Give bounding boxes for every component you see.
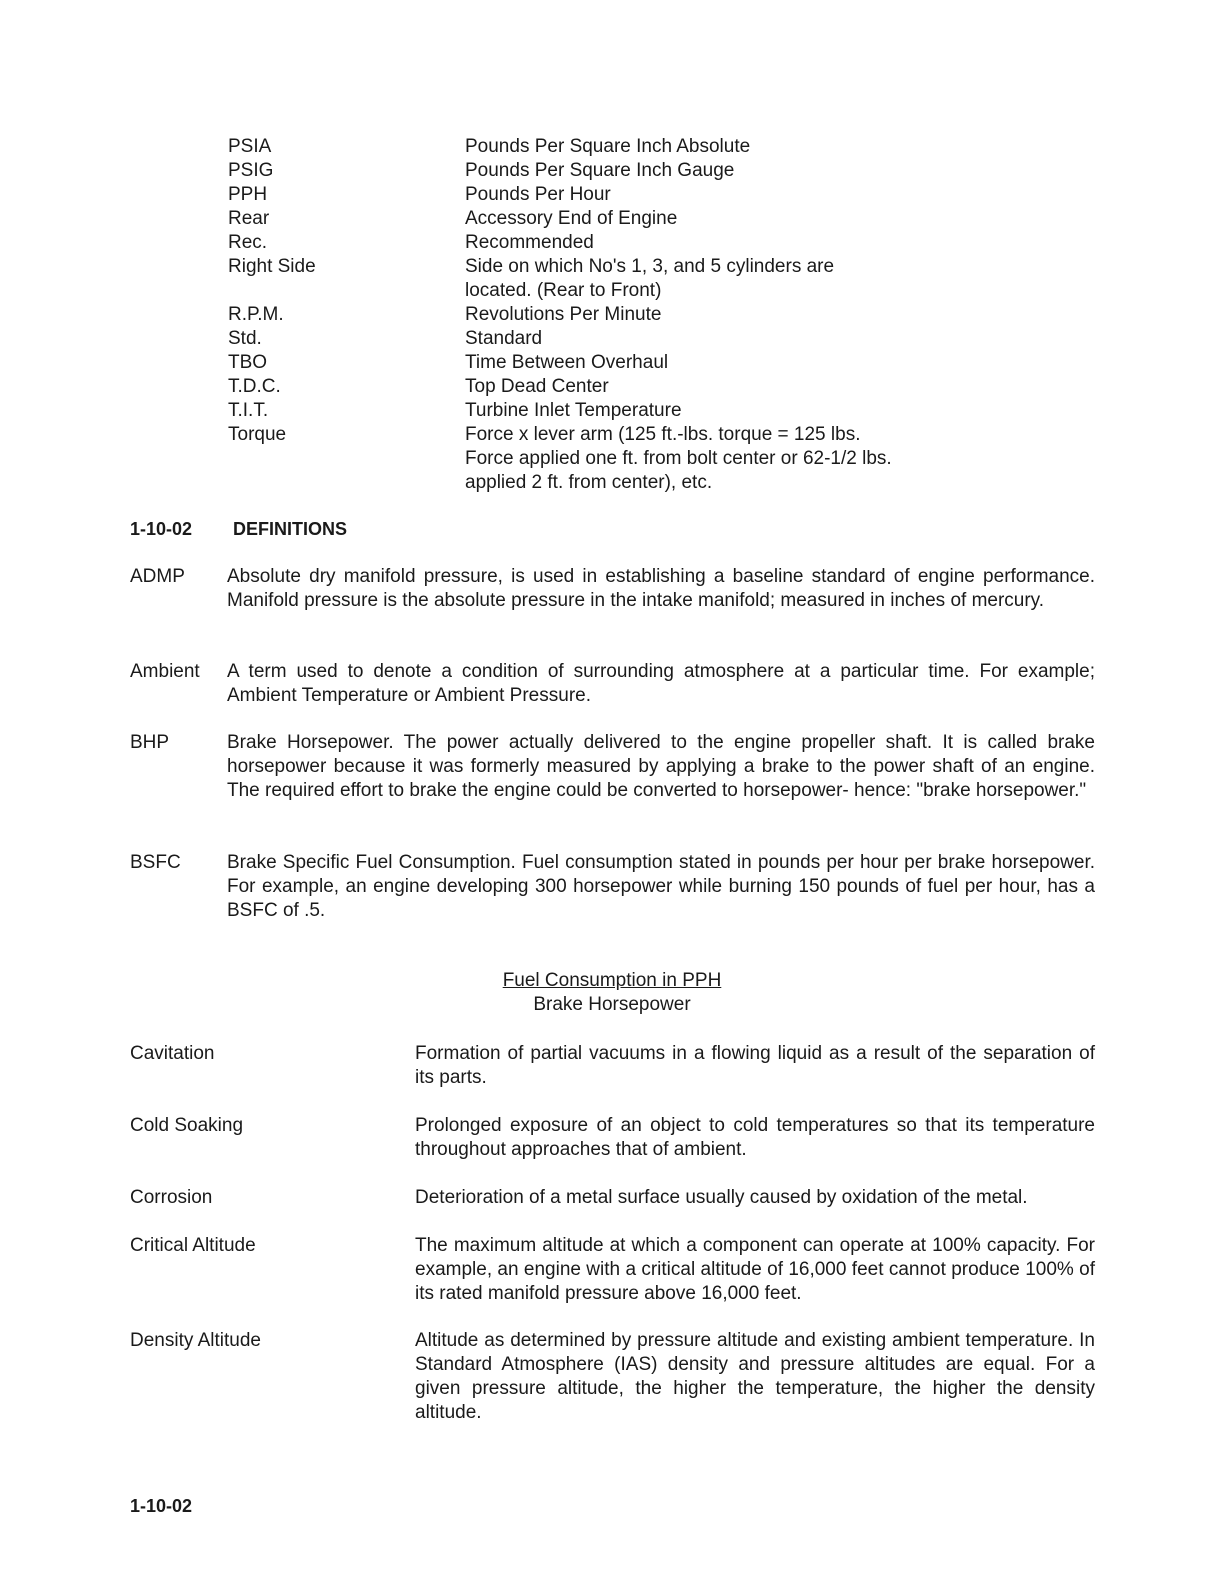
definition-term: Critical Altitude: [130, 1235, 256, 1256]
abbr-definition: Pounds Per Square Inch Absolute: [465, 136, 751, 157]
definition-text: The maximum altitude at which a component can operate at 100% capacity. For example, an engine with a critical altitude of 16,000 feet cannot produce 100% of its rated manifold pressure above 16,000 feet.: [415, 1235, 1095, 1304]
abbr-row: [228, 423, 1128, 495]
abbr-row: [228, 207, 1128, 231]
abbr-term: Std.: [228, 328, 262, 349]
definition-entry: [130, 1234, 1095, 1306]
abbr-definition-line: Force x lever arm (125 ft.-lbs. torque = 125 lbs.: [465, 424, 861, 445]
definition-term: Ambient: [130, 661, 200, 682]
definition-text: Prolonged exposure of an object to cold temperatures so that its temperature throughout approaches that of ambient.: [415, 1115, 1095, 1160]
abbr-row: [228, 399, 1128, 423]
definition-term: Cavitation: [130, 1043, 215, 1064]
abbr-definition-line: Side on which No's 1, 3, and 5 cylinders are: [465, 256, 835, 277]
abbr-definition: Time Between Overhaul: [465, 352, 669, 373]
formula-denominator: Brake Horsepower: [533, 994, 691, 1015]
abbr-definition: Standard: [465, 328, 543, 349]
definition-term: BHP: [130, 732, 170, 753]
definition-entry: [130, 660, 1095, 708]
section-number: 1-10-02: [130, 519, 193, 539]
abbr-term: T.I.T.: [228, 400, 269, 421]
definition-term: BSFC: [130, 852, 181, 873]
definition-term: Cold Soaking: [130, 1115, 244, 1136]
abbr-term: PPH: [228, 184, 268, 205]
definition-entry: [130, 1042, 1095, 1090]
definition-text: Deterioration of a metal surface usually caused by oxidation of the metal.: [415, 1187, 1028, 1208]
abbr-definition: Revolutions Per Minute: [465, 304, 662, 325]
page-number: 1-10-02: [130, 1496, 193, 1516]
abbr-row: [228, 135, 1128, 159]
abbr-row: [228, 375, 1128, 399]
bsfc-formula: [0, 969, 1224, 1017]
abbr-term: PSIA: [228, 136, 272, 157]
abbr-definition: [465, 255, 935, 303]
abbr-row: [228, 255, 1128, 303]
abbr-row: [228, 303, 1128, 327]
abbr-definition-line: located. (Rear to Front): [465, 280, 662, 301]
definition-text: Altitude as determined by pressure altitude and existing ambient temperature. In Standard Atmosphere (IAS) density and pressure altitudes are equal. For a given pressure altitude, the higher the temperature, the higher the density altitude.: [415, 1330, 1095, 1423]
abbr-row: [228, 159, 1128, 183]
abbr-definition: Turbine Inlet Temperature: [465, 400, 682, 421]
abbr-term: Rec.: [228, 232, 268, 253]
abbr-definition: Recommended: [465, 232, 594, 253]
abbr-row: [228, 351, 1128, 375]
abbr-term: Rear: [228, 208, 270, 229]
abbr-term: PSIG: [228, 160, 274, 181]
abbr-definition: Accessory End of Engine: [465, 208, 678, 229]
abbr-term: TBO: [228, 352, 268, 373]
abbr-term: Right Side: [228, 256, 316, 277]
abbr-term: T.D.C.: [228, 376, 281, 397]
abbr-row: [228, 231, 1128, 255]
abbr-definition: Pounds Per Hour: [465, 184, 611, 205]
abbr-row: [228, 183, 1128, 207]
section-title: DEFINITIONS: [233, 519, 348, 539]
abbr-term: Torque: [228, 424, 287, 445]
abbr-definition: [465, 423, 935, 495]
definition-text: A term used to denote a condition of surrounding atmosphere at a particular time. For example; Ambient Temperature or Ambient Pressure.: [227, 661, 1095, 706]
abbr-row: [228, 327, 1128, 351]
definition-term: Density Altitude: [130, 1330, 261, 1351]
section-heading: [130, 517, 347, 541]
abbr-term: R.P.M.: [228, 304, 284, 325]
formula-numerator: Fuel Consumption in PPH: [502, 970, 722, 991]
definition-term: Corrosion: [130, 1187, 213, 1208]
definition-text: Brake Specific Fuel Consumption. Fuel consumption stated in pounds per hour per brake horsepower. For example, an engine developing 300 horsepower while burning 150 pounds of fuel per hour, has a BSFC of .5.: [227, 852, 1095, 921]
abbr-definition-line: applied 2 ft. from center), etc.: [465, 472, 713, 493]
abbr-definition-line: Force applied one ft. from bolt center or 62-1/2 lbs.: [465, 448, 892, 469]
definition-text: Formation of partial vacuums in a flowing liquid as a result of the separation of its parts.: [415, 1043, 1095, 1088]
definition-entry: [130, 565, 1095, 613]
definition-entry: [130, 1329, 1095, 1425]
definition-entry: [130, 851, 1095, 923]
definition-text: Absolute dry manifold pressure, is used in establishing a baseline standard of engine performance. Manifold pressure is the absolute pressure in the intake manifold; measured in inches of mercury.: [227, 566, 1095, 611]
definition-text: Brake Horsepower. The power actually delivered to the engine propeller shaft. It is called brake horsepower because it was formerly measured by applying a brake to the power shaft of an engine. The required effort to brake the engine could be converted to horsepower- hence: "brake horsepower.": [227, 732, 1095, 801]
abbr-definition: Top Dead Center: [465, 376, 609, 397]
definition-entry: [130, 731, 1095, 803]
abbr-definition: Pounds Per Square Inch Gauge: [465, 160, 735, 181]
definition-entry: [130, 1186, 1095, 1210]
definition-entry: [130, 1114, 1095, 1162]
definition-term: ADMP: [130, 566, 185, 587]
abbreviations-table: [228, 135, 1128, 495]
